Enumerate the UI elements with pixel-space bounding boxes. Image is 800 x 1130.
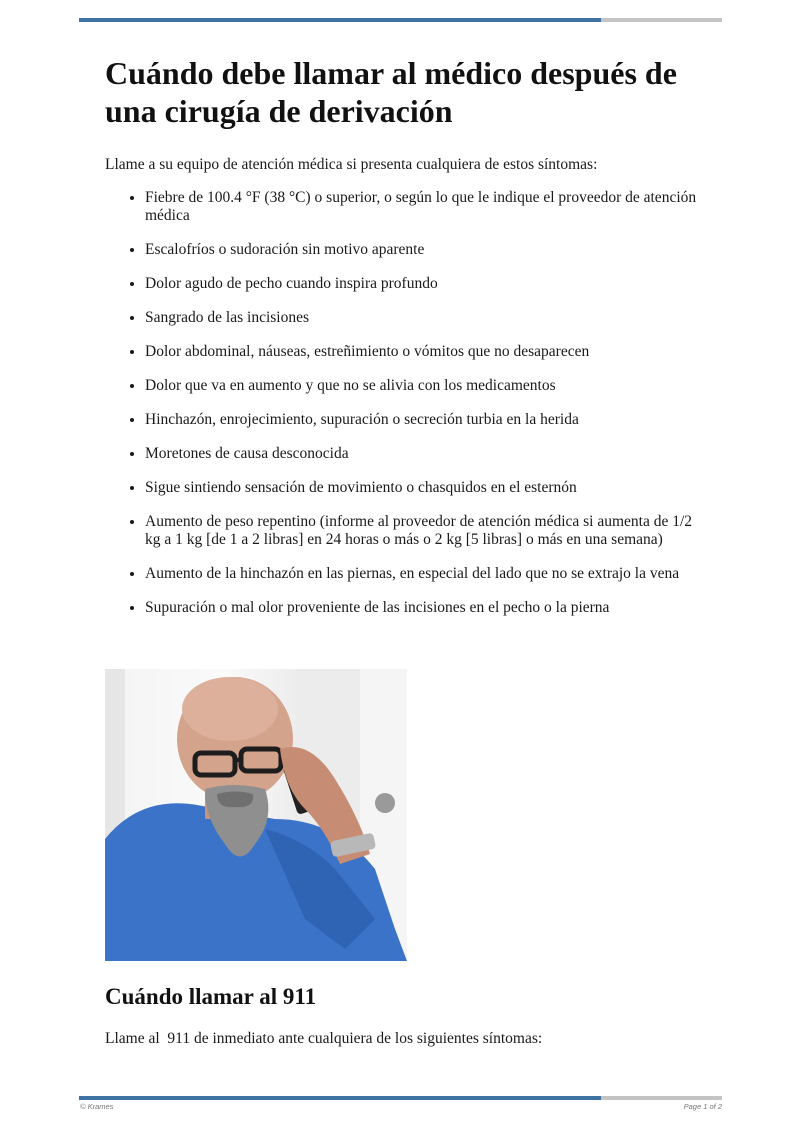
main-content (105, 54, 705, 633)
header-rule (79, 18, 722, 22)
man-on-phone-photo (105, 669, 407, 961)
symptom-item: • Sigue sintiendo sensación de movimiento o chasquidos en el esternón (145, 479, 705, 497)
footer-rule (79, 1096, 722, 1100)
symptom-item: • Escalofríos o sudoración sin motivo aparente (145, 241, 705, 259)
header-rule-gray (601, 18, 722, 22)
symptom-item: • Dolor abdominal, náuseas, estreñimiento o vómitos que no desaparecen (145, 343, 705, 361)
symptom-item: • Dolor que va en aumento y que no se alivia con los medicamentos (145, 377, 705, 395)
page-title: Cuándo debe llamar al médico después de una cirugía de derivación (105, 55, 677, 129)
symptom-item: • Aumento de peso repentino (informe al proveedor de atención médica si aumenta de 1/2 kg a 1 kg [de 1 a 2 libras] en 24 horas o más o 2 kg [5 libras] o más en una semana) (145, 513, 705, 549)
footer-rule-blue (79, 1096, 601, 1100)
symptom-list (105, 189, 705, 617)
symptom-item: • Sangrado de las incisiones (145, 309, 705, 327)
symptom-item: • Fiebre de 100.4 °F (38 °C) o superior, o según lo que le indique el proveedor de atención médica (145, 189, 705, 225)
header-rule-blue (79, 18, 601, 22)
footer-page-number: Page 1 of 2 (683, 1102, 722, 1111)
symptom-item: • Moretones de causa desconocida (145, 445, 705, 463)
footer-copyright: © Krames (80, 1102, 114, 1111)
section-911-text: Llame al 911 de inmediato ante cualquiera de los siguientes síntomas: (105, 1030, 543, 1047)
section-911-title: Cuándo llamar al 911 (105, 984, 317, 1009)
symptom-item: • Hinchazón, enrojecimiento, supuración o secreción turbia en la herida (145, 411, 705, 429)
symptom-item: • Aumento de la hinchazón en las piernas, en especial del lado que no se extrajo la vena (145, 565, 705, 583)
footer-rule-gray (601, 1096, 722, 1100)
symptom-item: • Supuración o mal olor proveniente de las incisiones en el pecho o la pierna (145, 599, 705, 617)
symptom-item: • Dolor agudo de pecho cuando inspira profundo (145, 275, 705, 293)
intro-paragraph: Llame a su equipo de atención médica si presenta cualquiera de estos síntomas: (105, 156, 598, 173)
